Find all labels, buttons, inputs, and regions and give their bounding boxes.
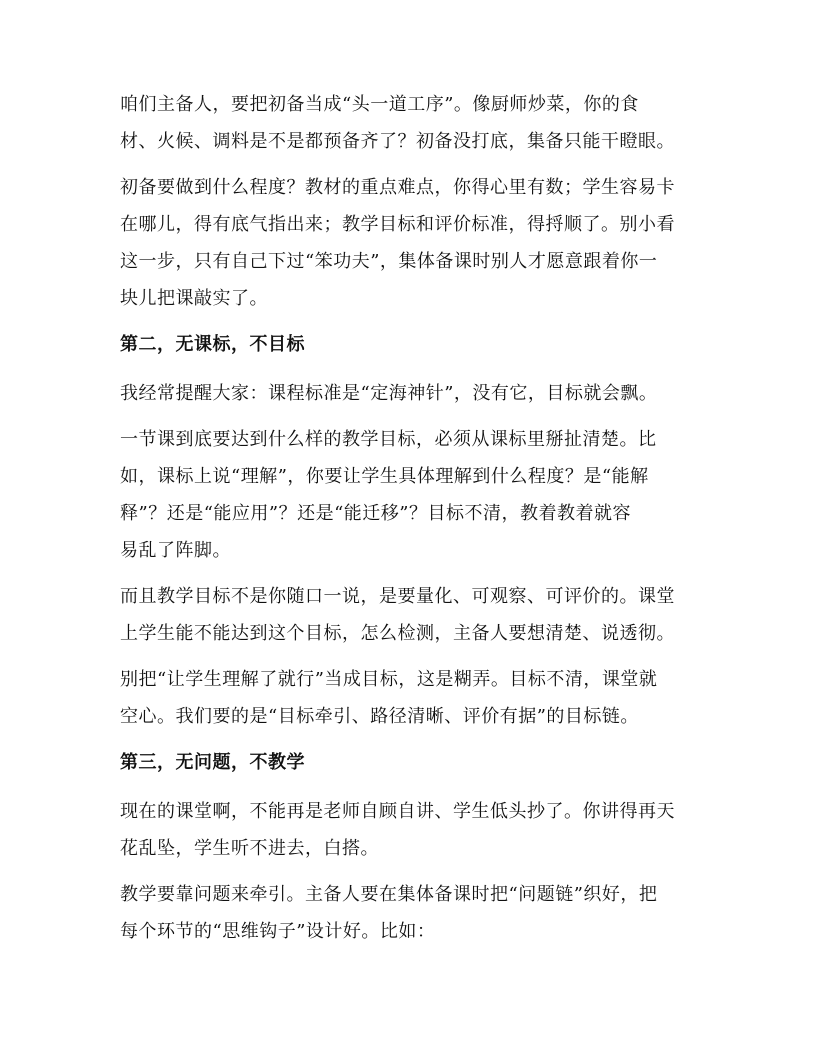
text-line: 释”？还是“能应用”？还是“能迁移”？目标不清，教着教着就容 [120,503,632,524]
text-line: 材、火候、调料是不是都预备齐了？初备没打底，集备只能干瞪眼。 [120,131,675,152]
text-line: 而且教学目标不是你随口一说，是要量化、可观察、可评价的。课堂 [120,586,675,607]
text-line: 花乱坠，学生听不进去，白搭。 [120,838,379,859]
text-line: 初备要做到什么程度？教材的重点难点，你得心里有数；学生容易卡 [120,177,675,198]
text-line: 块儿把课敲实了。 [120,288,268,309]
paragraph [120,578,696,652]
text-line: 在哪儿，得有底气指出来；教学目标和评价标准，得捋顺了。别小看 [120,214,675,235]
text-line: 教学要靠问题来牵引。主备人要在集体备课时把“问题链”织好，把 [120,884,658,905]
section-heading: 第二，无课标，不目标 [120,334,305,355]
text-line: 一节课到底要达到什么样的教学目标，必须从课标里掰扯清楚。比 [120,429,657,450]
paragraph [120,876,696,950]
paragraph [120,661,696,735]
section-heading: 第三，无问题，不教学 [120,752,305,773]
paragraph [120,375,696,412]
text-line: 现在的课堂啊，不能再是老师自顾自讲、学生低头抄了。你讲得再天 [120,801,675,822]
text-line: 每个环节的“思维钩子”设计好。比如： [120,921,436,942]
paragraph [120,793,696,867]
text-line: 如，课标上说“理解”，你要让学生具体理解到什么程度？是“能解 [120,466,649,487]
paragraph [120,421,696,569]
text-line: 我经常提醒大家：课程标准是“定海神针”，没有它，目标就会飘。 [120,383,658,404]
paragraph [120,86,696,160]
paragraph [120,169,696,317]
text-line: 上学生能不能达到这个目标，怎么检测，主备人要想清楚、说透彻。 [120,623,675,644]
text-line: 别把“让学生理解了就行”当成目标，这是糊弄。目标不清，课堂就 [120,669,658,690]
text-line: 这一步，只有自己下过“笨功夫”，集体备课时别人才愿意跟着你一 [120,251,658,272]
document-page [120,86,696,959]
text-line: 咱们主备人，要把初备当成“头一道工序”。像厨师炒菜，你的食 [120,94,639,115]
text-line: 易乱了阵脚。 [120,540,231,561]
text-line: 空心。我们要的是“目标牵引、路径清晰、评价有据”的目标链。 [120,706,639,727]
